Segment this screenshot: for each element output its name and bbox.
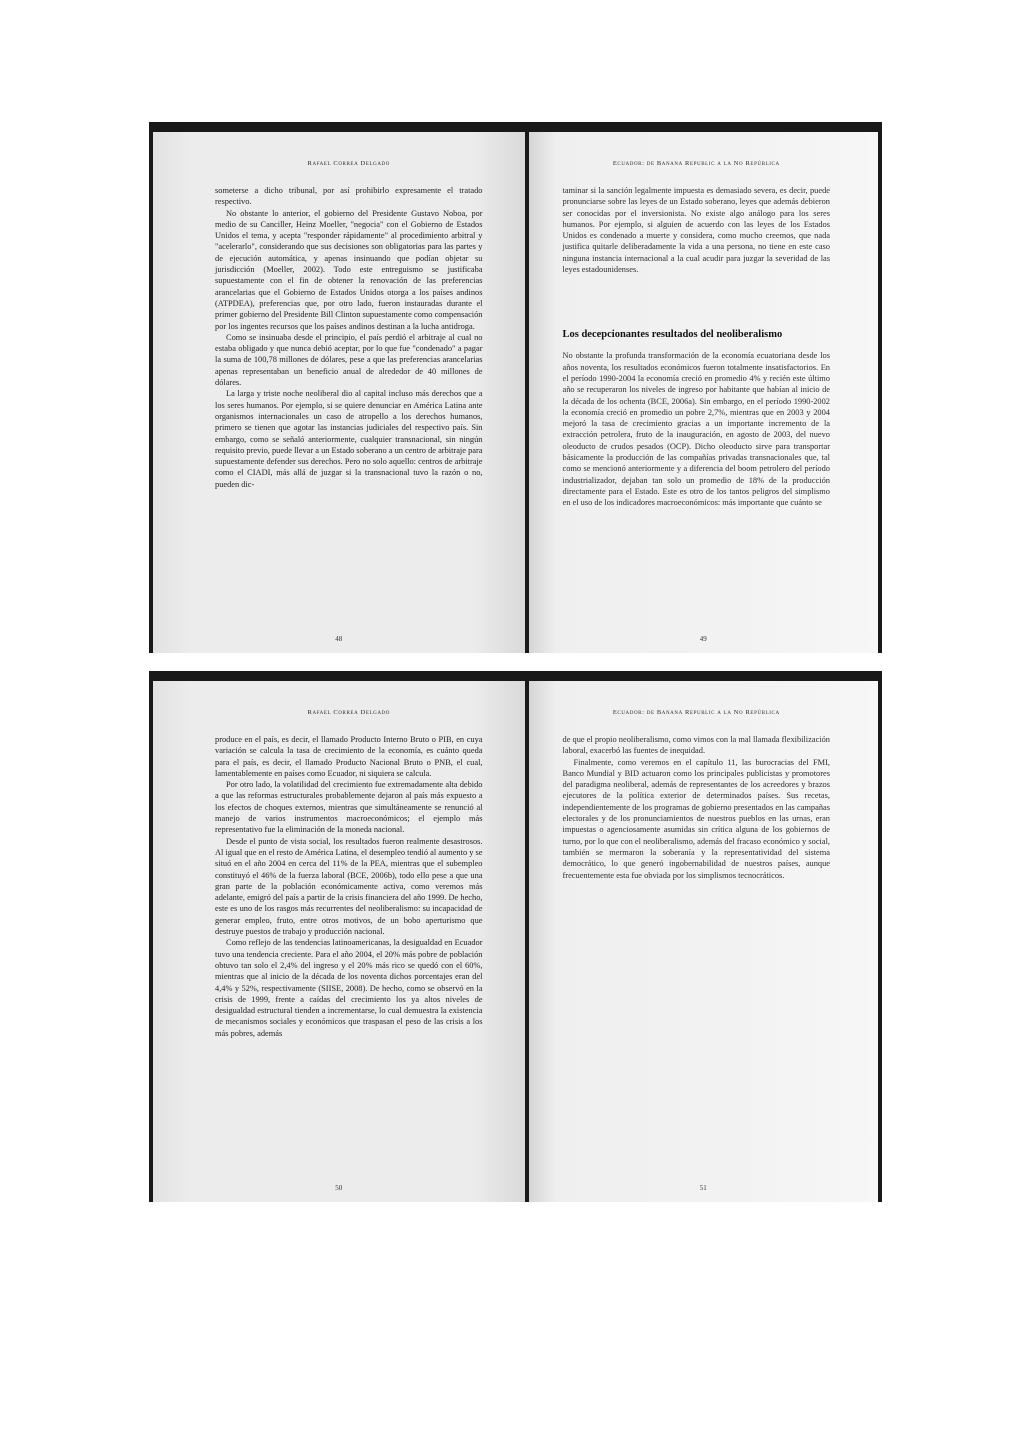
book-spread-bottom xyxy=(149,671,882,1202)
page-number: 51 xyxy=(699,1184,707,1192)
page-number: 49 xyxy=(699,635,707,643)
paragraph: No obstante la profunda transformación de la economía ecuatoriana desde los años noventa, los resultados económicos fueron totalmente insatisfactorios. En el período 1990-2004 la economía creció en promedio 4% y recién este último año se recuperaron los niveles de ingreso por habitante que habían al inicio de la década de los ochenta (BCE, 2006a). Sin embargo, en el período 1990-2002 la economía creció en promedio un pobre 2,7%, mientras que en 2003 y 2004 mejoró la tasa de crecimiento gracias a un importante incremento de la extracción petrolera, fruto de la inauguración, en agosto de 2003, del nuevo oleoducto de crudos pesados (OCP). Dicho oleoducto sirve para transportar básicamente la producción de las compañías privadas transnacionales que, tal como se mencionó anteriormente y a diferencia del boom petrolero del período industrializador, dejaban tan solo un promedio de 18% de la producción directamente para el Estado. Este es otro de los tantos peligros del simplismo en el uso de los indicadores macroeconómicos: más importante que cuánto se xyxy=(562,351,830,508)
page-48 xyxy=(153,132,525,653)
page-body xyxy=(215,734,483,1039)
section-title: Los decepcionantes resultados del neoliberalismo xyxy=(562,329,783,341)
paragraph: Desde el punto de vista social, los resultados fueron realmente desastrosos. Al igual que en el resto de América Latina, el desempleo tendió al aumento y se situó en el año 2004 en cerca del 11% de la PEA, mientras que el subempleo constituyó el 46% de la fuerza laboral (BCE, 2006b), todo ello pese a que una gran parte de la población económicamente activa, como veremos más adelante, emigró del país a partir de la crisis financiera del año 1999. De hecho, este es uno de los rasgos más recurrentes del neoliberalismo: su incapacidad de generar empleo, fruto, entre otros motivos, de un bobo aperturismo que destruye puestos de trabajo y producción nacional. xyxy=(215,836,483,937)
paragraph: Por otro lado, la volatilidad del crecimiento fue extremadamente alta debido a que las reformas estructurales probablemente dejaron al país más expuesto a los efectos de choques externos, mientras que simultáneamente se renunció al manejo de varios instrumentos macroeconómicos; el ejemplo más representativo fue la eliminación de la moneda nacional. xyxy=(215,780,483,835)
page-49 xyxy=(529,132,879,653)
page-body xyxy=(563,185,831,509)
book-spread-top xyxy=(149,122,882,653)
paragraph: Como se insinuaba desde el principio, el país perdió el arbitraje al cual no estaba obligado y que nunca debió aceptar, por lo que fue "condenado" a pagar la suma de 100,78 millones de dólares, pese a que las preferencias arancelarias apenas representaban un beneficio anual de alrededor de 40 millones de dólares. xyxy=(215,332,483,388)
paragraph: de que el propio neoliberalismo, como vimos con la mal llamada flexibilización laboral, exacerbó las fuentes de inequidad. xyxy=(562,735,830,756)
page-number: 50 xyxy=(335,1184,343,1192)
page-number: 48 xyxy=(335,635,343,643)
paragraph: someterse a dicho tribunal, por así prohibirlo expresamente el tratado respectivo. xyxy=(215,186,483,207)
paragraph: Como reflejo de las tendencias latinoamericanas, la desigualdad en Ecuador tuvo una tendencia creciente. Para el año 2004, el 20% más pobre de población obtuvo tan solo el 2,4% del ingreso y el 20% más rico se quedó con el 60%, mientras que al inicio de la década de los noventa dichos porcentajes eran del 4,4% y 52%, respectivamente (SIISE, 2008). De hecho, como se observó en la crisis de 1999, frente a caídas del crecimiento los ya altos niveles de desigualdad estructural tienden a incrementarse, lo cual demuestra la existencia de mecanismos sociales y económicos que traspasan el peso de las crisis a los más pobres, además xyxy=(215,938,483,1038)
running-head: Ecuador: de Banana Republic a la No República xyxy=(612,709,780,716)
paragraph: La larga y triste noche neoliberal dio al capital incluso más derechos que a los seres humanos. Por ejemplo, si se quiere denunciar en América Latina ante organismos internacionales un caso de atropello a los derechos humanos, primero se tienen que agotar las instancias judiciales del respectivo país. Sin embargo, como se señaló anteriormente, cualquier transnacional, sin ningún requisito previo, puede llevar a un Estado soberano a un centro de arbitraje para supuestamente defender sus derechos. Pero no solo aquello: centros de arbitraje como el CIADI, más allá de juzgar si la transnacional tuvo la razón o no, pueden dic- xyxy=(215,389,483,489)
page-body xyxy=(563,734,831,881)
paragraph: No obstante lo anterior, el gobierno del Presidente Gustavo Noboa, por medio de su Canciller, Heinz Moeller, "negocia" con el Gobierno de Estados Unidos el tema, y acepta "responder rápidamente" al procedimiento arbitral y "acelerarlo", considerando que sus decisiones son obligatorias para las partes y de ejecución automática, y apenas insinuando que podían objetar su jurisdicción (Moeller, 2002). Todo este entreguismo se justificaba supuestamente con el fin de obtener la renovación de las preferencias arancelarias que el Gobierno de Estados Unidos otorga a los países andinos (ATPDEA), preferencias que, por otro lado, fueron instauradas durante el primer gobierno del Presidente Bill Clinton supuestamente como compensación por los ingentes recursos que los países andinos destinan a la lucha antidroga. xyxy=(215,208,483,331)
paragraph: produce en el país, es decir, el llamado Producto Interno Bruto o PIB, en cuya variación se calcula la tasa de crecimiento de la economía, es cuánto queda para el país, es decir, el llamado Producto Nacional Bruto o PNB, el cual, lamentablemente en países como Ecuador, ni siquiera se calcula. xyxy=(215,735,483,778)
paragraph: taminar si la sanción legalmente impuesta es demasiado severa, es decir, puede pronunciarse sobre las leyes de un Estado soberano, leyes que además debieron ser conocidas por el inversionista. No existe algo análogo para los seres humanos. Por ejemplo, si alguien de acuerdo con las leyes de los Estados Unidos es condenado a muerte y considera, como mucho creemos, que nada justifica quitarle deliberadamente la vida a una persona, no tiene en este caso ninguna instancia internacional a la cual acudir para juzgar la severidad de las leyes estadounidenses. xyxy=(562,186,830,275)
page-50 xyxy=(153,681,525,1202)
paragraph: Finalmente, como veremos en el capítulo 11, las burocracias del FMI, Banco Mundial y BID actuaron como los principales publicistas y promotores del paradigma neoliberal, además de representantes de los acreedores y brazos ejecutores de la política exterior de determinados países. Sus recetas, independientemente de los programas de gobierno presentados en las campañas electorales y de los pronunciamientos de nuestros pueblos en las urnas, eran impuestas o agenciosamente asumidas sin crítica alguna de los gobiernos de turno, por lo que con el neoliberalismo, además del fracaso económico y social, también se mermaron la soberanía y la representatividad del sistema democrático, lo que generó ingobernabilidad de nuestros países, aunque frecuentemente esta fue obviada por los simplismos tecnocráticos. xyxy=(562,757,830,880)
page-body xyxy=(215,185,483,490)
page-51 xyxy=(529,681,879,1202)
running-head: Ecuador: de Banana Republic a la No República xyxy=(612,160,780,167)
running-head: Rafael Correa Delgado xyxy=(307,160,390,167)
running-head: Rafael Correa Delgado xyxy=(307,709,390,716)
